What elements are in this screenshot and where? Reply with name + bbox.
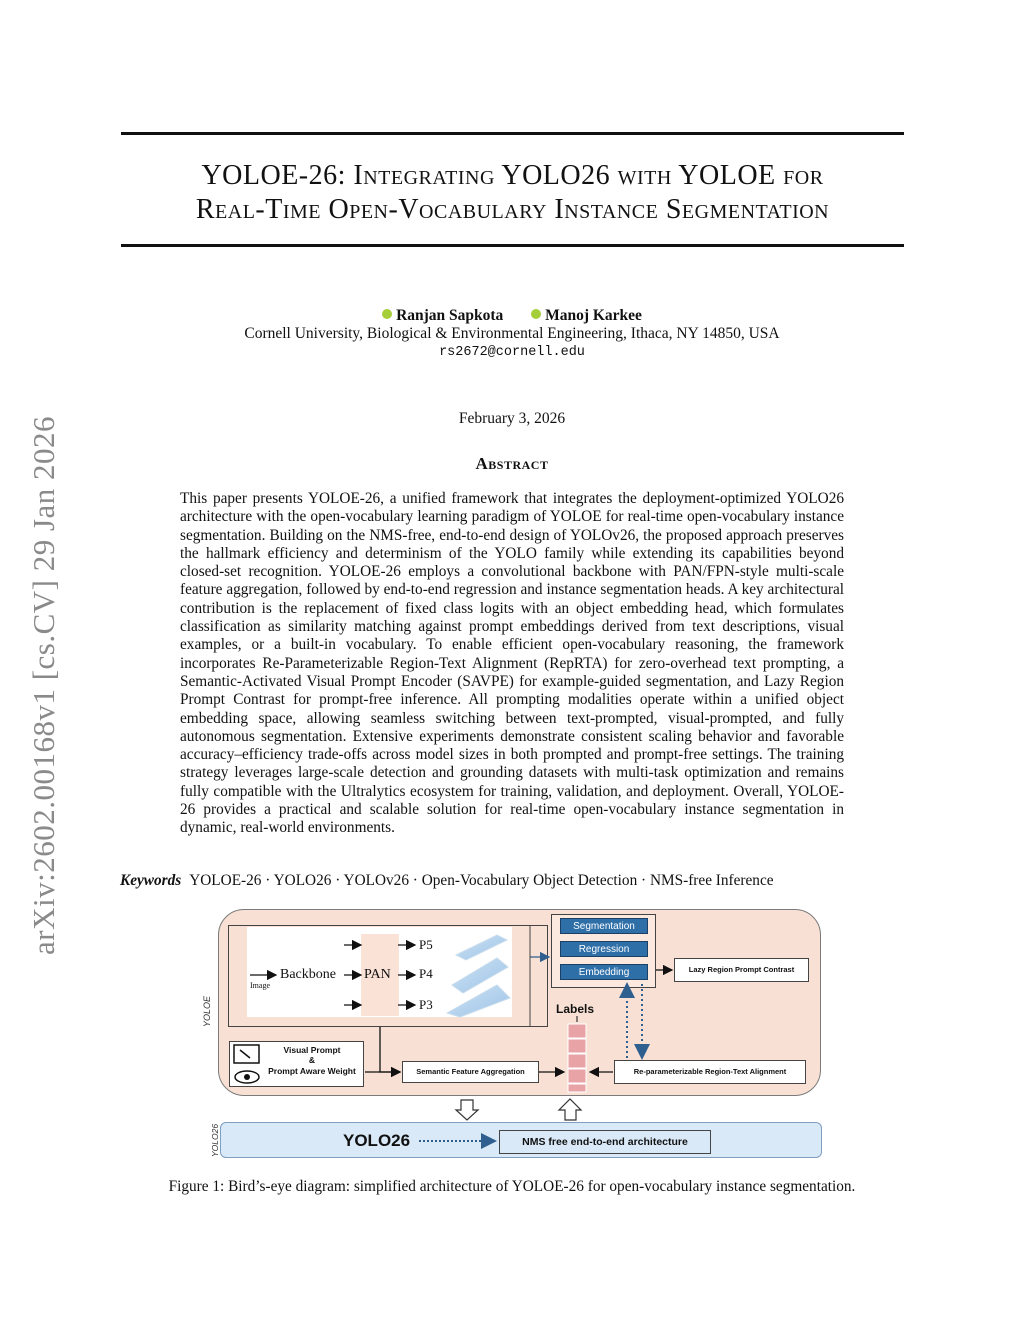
p3-label: P3 bbox=[419, 997, 433, 1012]
eye-pupil-icon bbox=[244, 1074, 250, 1080]
pan-label: PAN bbox=[364, 967, 391, 982]
author-email[interactable]: rs2672@cornell.edu bbox=[439, 345, 585, 360]
nms-free-box: NMS free end-to-end architecture bbox=[499, 1130, 711, 1154]
keywords-list: YOLOE-26 · YOLO26 · YOLOv26 · Open-Vocabulary Object Detection · NMS-free Inference bbox=[189, 872, 774, 889]
author-name: Manoj Karkee bbox=[545, 307, 642, 324]
label-cell bbox=[568, 1069, 586, 1083]
label-cell bbox=[568, 1054, 586, 1068]
labels-title: Labels bbox=[556, 1002, 595, 1016]
neck-to-sfa-arrow bbox=[380, 1027, 400, 1072]
semantic-feature-aggregation-box: Semantic Feature Aggregation bbox=[402, 1061, 539, 1083]
reparam-region-text-alignment-box: Re-parameterizable Region-Text Alignment bbox=[614, 1060, 806, 1084]
label-cell bbox=[568, 1039, 586, 1053]
image-label: Image bbox=[250, 981, 270, 990]
affiliation: Cornell University, Biological & Environmental Engineering, Ithaca, NY 14850, USA bbox=[244, 325, 780, 342]
hollow-up-arrow-icon bbox=[559, 1099, 581, 1120]
paper-date: February 3, 2026 bbox=[458, 410, 566, 427]
yolo26-side-label: YOLO26 bbox=[210, 1123, 220, 1157]
label-cell bbox=[568, 1024, 586, 1038]
abstract-body: This paper presents YOLOE-26, a unified framework that integrates the deployment-optimized YOLO26 architecture with the open-vocabulary learning paradigm of YOLOE for real-time open-vocabulary instance segmentation. Building on the NMS-free, end-to-end design of YOLOv26, the proposed approach preserves the hallmark efficiency and determinism of the YOLO family while extending its capabilities beyond closed-set recognition. YOLOE-26 employs a convolutional backbone with PAN/FPN-style multi-scale feature aggregation, followed by end-to-end regression and instance segmentation heads. A key architectural contribution is the replacement of fixed class logits with an object embedding head, which formulates classification as similarity matching against prompt embeddings derived from text descriptions, visual examples, or a built-in vocabulary. To enable efficient open-vocabulary reasoning, the framework incorporates Re-Parameterizable Region-Text Alignment (RepRTA) for zero-overhead text prompting, a Semantic-Activated Visual Prompt Encoder (SAVPE) for example-guided segmentation, and Lazy Region Prompt Contrast for prompt-free inference. All prompting modalities operate within a unified object embedding space, allowing seamless switching between text-prompted, visual-prompted, and fully autonomous segmentation. Extensive experiments demonstrate consistent scaling behavior and favorable accuracy–efficiency trade-offs across model sizes in both prompted and prompt-free settings. The training strategy leverages large-scale detection and grounding datasets with multi-task optimization and remains fully compatible with the Ultralytics ecosystem for training, validation, and deployment. Overall, YOLOE-26 provides a practical and scalable solution for real-time open-vocabulary instance segmentation in dynamic, real-world environments. bbox=[180, 490, 844, 837]
yoloe-side-label: YOLOE bbox=[202, 995, 212, 1027]
yolo26-title: YOLO26 bbox=[343, 1131, 411, 1150]
hollow-down-arrow-icon bbox=[456, 1100, 478, 1120]
visual-prompt-line1: Visual Prompt bbox=[283, 1045, 341, 1055]
embedding-head: Embedding bbox=[560, 964, 648, 980]
visual-prompt-line3: Prompt Aware Weight bbox=[268, 1066, 356, 1076]
feature-layer-p3 bbox=[447, 985, 510, 1017]
lazy-region-prompt-box: Lazy Region Prompt Contrast bbox=[674, 958, 809, 982]
backbone-label: Backbone bbox=[280, 967, 336, 982]
monitor-icon bbox=[234, 1045, 259, 1063]
paper-title-line-1: YOLOE-26: Integrating YOLO26 with YOLOE for bbox=[201, 160, 824, 191]
abstract-heading: Abstract bbox=[475, 454, 549, 473]
keywords-label: Keywords bbox=[120, 872, 182, 889]
paper-title-line-2: Real-Time Open-Vocabulary Instance Segmentation bbox=[195, 194, 830, 225]
author-name: Ranjan Sapkota bbox=[396, 307, 504, 324]
segmentation-head: Segmentation bbox=[560, 918, 648, 934]
p4-label: P4 bbox=[419, 966, 433, 981]
regression-head: Regression bbox=[560, 941, 648, 957]
visual-prompt-line2: & bbox=[308, 1055, 316, 1065]
p5-label: P5 bbox=[419, 937, 433, 952]
figure-caption: Figure 1: Bird’s-eye diagram: simplified architecture of YOLOE-26 for open-vocabulary instance segmentation. bbox=[168, 1178, 856, 1195]
arxiv-identifier: arXiv:2602.00168v1 [cs.CV] 29 Jan 2026 bbox=[26, 415, 61, 955]
feature-layer-p5 bbox=[456, 935, 507, 960]
label-cell bbox=[568, 1084, 586, 1092]
